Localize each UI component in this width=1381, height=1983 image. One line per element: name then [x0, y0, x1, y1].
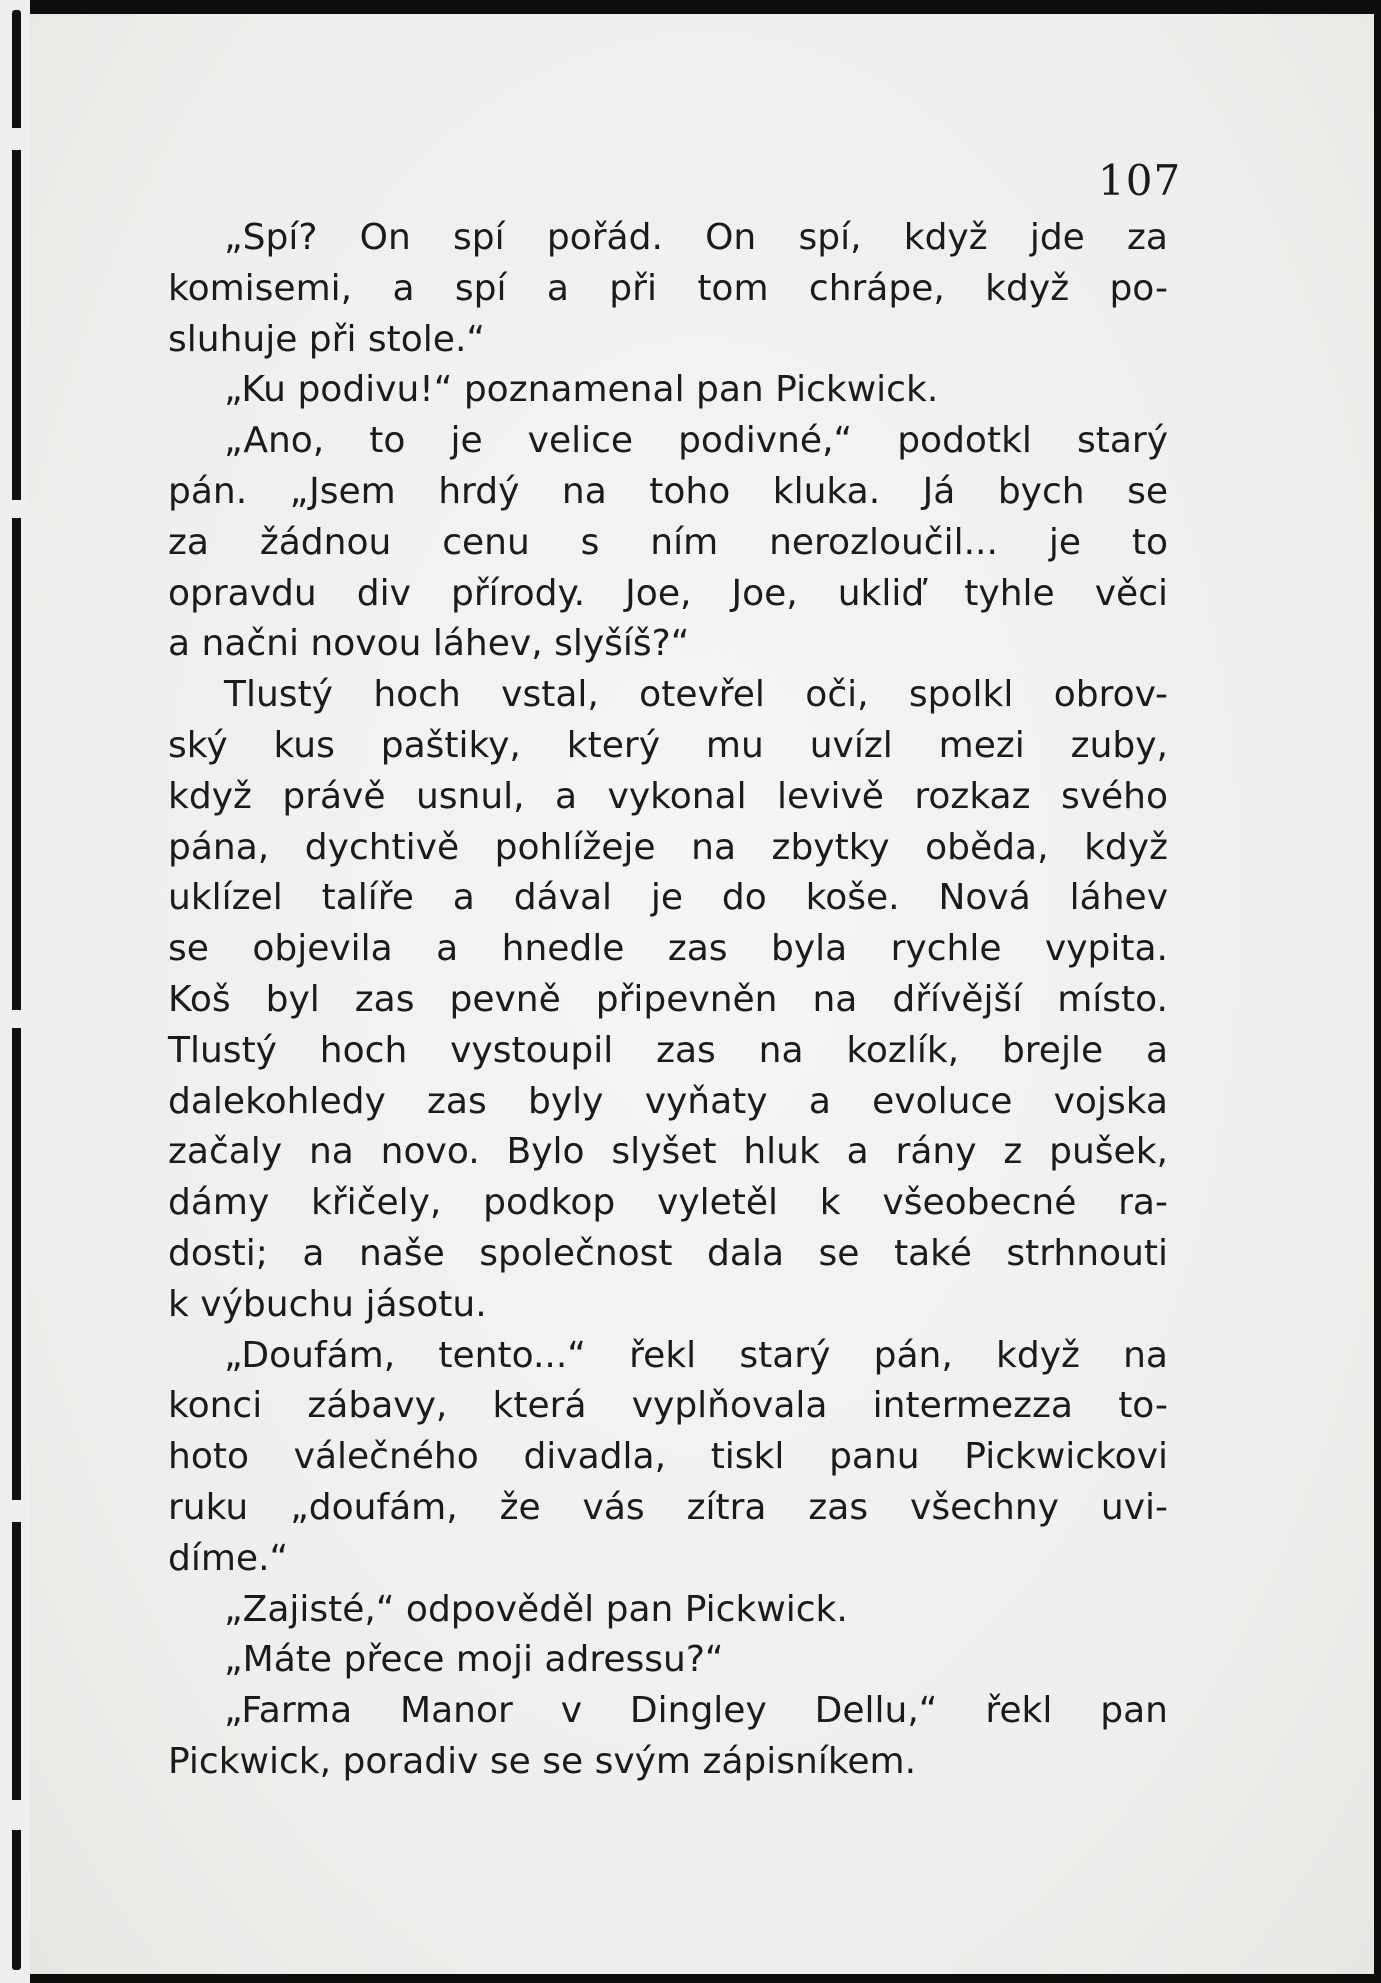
- text-line: konci zábavy, která vyplňovala intermezza to-: [168, 1385, 1168, 1427]
- text-line: díme.“: [168, 1537, 289, 1579]
- text-line: dalekohledy zas byly vyňaty a evoluce vojska: [168, 1080, 1168, 1122]
- text-line: Pickwick, poradiv se se svým zápisníkem.: [168, 1740, 917, 1782]
- text-line: k výbuchu jásotu.: [168, 1283, 487, 1325]
- body-text: [168, 213, 1168, 1788]
- text-line: „Zajisté,“ odpověděl pan Pickwick.: [224, 1588, 848, 1630]
- text-line: ruku „doufám, že vás zítra zas všechny uvi-: [168, 1486, 1168, 1528]
- text-line: Tlustý hoch vstal, otevřel oči, spolkl obrov-: [224, 674, 1168, 716]
- text-line: dosti; a naše společnost dala se také strhnouti: [168, 1232, 1168, 1274]
- text-line: „Ano, to je velice podivné,“ podotkl starý: [224, 420, 1168, 462]
- text-line: komisemi, a spí a při tom chrápe, když po-: [168, 267, 1168, 309]
- text-line: hoto válečného divadla, tiskl panu Pickwickovi: [168, 1436, 1168, 1478]
- text-line: se objevila a hnedle zas byla rychle vypita.: [168, 928, 1168, 970]
- text-line: „Doufám, tento...“ řekl starý pán, když na: [224, 1334, 1168, 1376]
- text-line: dámy křičely, podkop vyletěl k všeobecné ra-: [168, 1182, 1168, 1224]
- text-line: sluhuje při stole.“: [168, 318, 486, 360]
- text-line: za žádnou cenu s ním nerozloučil... je to: [168, 521, 1168, 563]
- text-line: Tlustý hoch vystoupil zas na kozlík, brejle a: [168, 1029, 1168, 1071]
- text-line: když právě usnul, a vykonal levivě rozkaz svého: [168, 775, 1168, 817]
- text-line: „Máte přece moji adressu?“: [224, 1639, 724, 1681]
- text-line: pána, dychtivě pohlížeje na zbytky oběda, když: [168, 826, 1168, 868]
- text-line: uklízel talíře a dával je do koše. Nová láhev: [168, 877, 1168, 919]
- text-line: a načni novou láhev, slyšíš?“: [168, 623, 690, 665]
- page-binding-edge: [0, 0, 30, 1983]
- text-line: „Spí? On spí pořád. On spí, když jde za: [224, 217, 1168, 258]
- page-number: 107: [1098, 156, 1182, 205]
- text-line: Koš byl zas pevně připevněn na dřívější místo.: [168, 978, 1168, 1020]
- text-line: opravdu div přírody. Joe, Joe, ukliď tyhle věci: [168, 572, 1168, 614]
- text-line: „Farma Manor v Dingley Dellu,“ řekl pan: [224, 1690, 1168, 1732]
- text-line: „Ku podivu!“ poznamenal pan Pickwick.: [224, 369, 939, 411]
- text-line: ský kus paštiky, který mu uvízl mezi zuby,: [168, 724, 1168, 766]
- text-line: pán. „Jsem hrdý na toho kluka. Já bych se: [168, 470, 1168, 512]
- text-line: začaly na novo. Bylo slyšet hluk a rány z pušek,: [168, 1131, 1168, 1173]
